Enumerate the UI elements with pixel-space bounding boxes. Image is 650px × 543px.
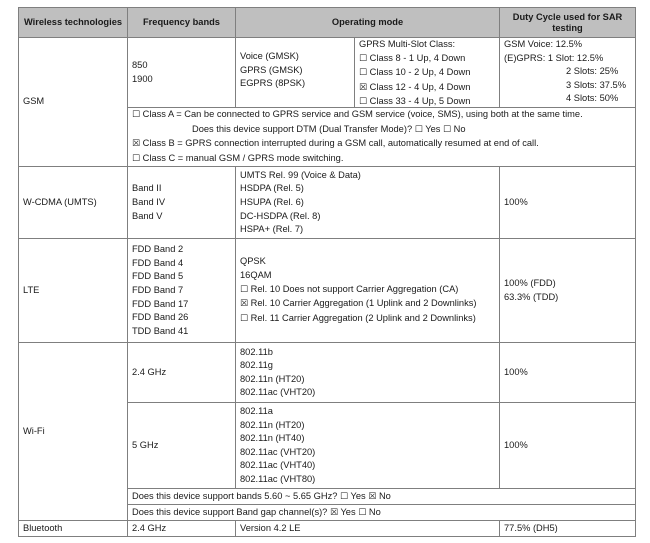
lte-duty-tdd: 63.3% (TDD) (504, 291, 559, 302)
no-checked-checkbox-icon: ☒ (368, 491, 377, 502)
gsm-duty-3slots: 3 Slots: 37.5% (566, 79, 626, 90)
wireless-spec-table (18, 7, 636, 537)
gsm-mode-gprs: GPRS (GMSK) (240, 64, 303, 75)
header-operating-mode: Operating mode (236, 8, 500, 38)
gprs-class-12: ☒ Class 12 - 4 Up, 4 Down (359, 81, 471, 93)
class-c-note: ☐ Class C = manual GSM / GPRS mode switching. (132, 152, 344, 164)
wifi-5-modes-cell (236, 403, 500, 489)
checked-checkbox-icon: ☒ (240, 299, 249, 310)
gprs-class-10: ☐ Class 10 - 2 Up, 4 Down (359, 67, 471, 79)
wcdma-row (19, 167, 636, 239)
header-wireless-technologies: Wireless technologies (19, 8, 128, 38)
wifi-24-band-cell: 2.4 GHz (128, 343, 236, 403)
lte-ca-option: ☐ Rel. 10 Does not support Carrier Aggregation (CA) (240, 283, 459, 295)
lte-mode-16qam: 16QAM (240, 269, 272, 280)
wcdma-mode-hspa-plus: HSPA+ (Rel. 7) (240, 224, 304, 235)
wifi-tech-cell: Wi-Fi (19, 343, 128, 521)
gsm-duty-egprs-1slot: (E)GPRS: 1 Slot: 12.5% (504, 52, 604, 63)
gsm-duty-4slots: 4 Slots: 50% (566, 93, 619, 104)
lte-band: TDD Band 41 (132, 325, 189, 336)
checkbox-icon: ☐ (359, 97, 368, 106)
gsm-tech-cell (19, 38, 128, 167)
gsm-mode-egprs: EGPRS (8PSK) (240, 78, 306, 89)
wcdma-modes-cell (236, 167, 500, 239)
lte-tech-cell: LTE (19, 239, 128, 343)
dtm-no-checkbox-icon: ☐ (442, 124, 452, 135)
gsm-mode-voice: Voice (GMSK) (240, 51, 299, 61)
gsm-band-1900: 1900 (132, 73, 153, 84)
wifi-mode: 802.11ac (VHT20) (240, 387, 316, 398)
wifi-gap-question: Does this device support Band gap channel(s)? ☒ Yes ☐ No (128, 505, 636, 521)
gprs-class-8: ☐ Class 8 - 1 Up, 4 Down (359, 52, 466, 64)
lte-duty-fdd: 100% (FDD) (504, 278, 556, 289)
wcdma-duty-cell: 100% (500, 167, 636, 239)
class-b-note: ☒ Class B = GPRS connection interrupted during a GSM call, automatically resumed at end of call. (132, 138, 539, 150)
gsm-gprs-class-cell (355, 38, 500, 108)
wifi-mode: 802.11ac (VHT40) (240, 460, 316, 471)
checkbox-icon: ☐ (132, 153, 141, 164)
bluetooth-mode-cell: Version 4.2 LE (236, 521, 500, 537)
checkbox-icon: ☐ (240, 284, 249, 295)
wifi-mode: 802.11n (HT40) (240, 433, 305, 444)
gsm-modes-cell (236, 38, 355, 108)
wifi-24-duty-cell: 100% (500, 343, 636, 403)
lte-ca-option: ☐ Rel. 11 Carrier Aggregation (2 Uplink and 2 Downlinks) (240, 312, 476, 324)
checkbox-icon: ☐ (132, 110, 141, 120)
dtm-yes-checkbox-icon: ☐ (414, 124, 423, 135)
wcdma-band-iv: Band IV (132, 197, 166, 208)
gsm-bands-cell (128, 38, 236, 108)
lte-band: FDD Band 4 (132, 257, 184, 268)
header-duty-cycle: Duty Cycle used for SAR testing (500, 8, 636, 38)
wifi-24-modes-cell (236, 343, 500, 403)
wifi-mode: 802.11ac (VHT20) (240, 446, 316, 457)
lte-band: FDD Band 2 (132, 244, 184, 255)
gsm-class-notes-cell (128, 108, 636, 167)
no-checkbox-icon: ☐ (358, 507, 367, 518)
yes-checked-checkbox-icon: ☒ (329, 507, 339, 518)
wcdma-band-v: Band V (132, 210, 163, 221)
bluetooth-band-cell: 2.4 GHz (128, 521, 236, 537)
wifi-mode: 802.11n (HT20) (240, 419, 305, 430)
header-frequency-bands: Frequency bands (128, 8, 236, 38)
bluetooth-duty-cell: 77.5% (DH5) (500, 521, 636, 537)
gprs-class-33: ☐ Class 33 - 4 Up, 5 Down (359, 96, 471, 106)
wifi-band-question: Does this device support bands 5.60 ~ 5.65 GHz? ☐ Yes ☒ No (128, 489, 636, 505)
checked-checkbox-icon: ☒ (359, 82, 368, 93)
lte-band: FDD Band 17 (132, 298, 189, 309)
lte-duty-cell (500, 239, 636, 343)
checked-checkbox-icon: ☒ (132, 139, 141, 150)
lte-band: FDD Band 5 (132, 271, 184, 282)
gsm-duty-voice: GSM Voice: 12.5% (504, 39, 583, 49)
wcdma-bands-cell (128, 167, 236, 239)
wifi-mode: 802.11n (HT20) (240, 373, 305, 384)
gsm-band-850: 850 (132, 59, 148, 70)
yes-checkbox-icon: ☐ (340, 491, 349, 502)
checkbox-icon: ☐ (359, 53, 368, 64)
wifi-mode: 802.11a (240, 406, 273, 417)
dtm-question: Does this device support DTM (Dual Transfer Mode)? ☐ Yes ☐ No (192, 123, 466, 135)
lte-bands-cell (128, 239, 236, 343)
class-a-note: ☐ Class A = Can be connected to GPRS service and GSM service (voice, SMS), using both at the same time. (132, 109, 583, 120)
lte-modes-cell (236, 239, 500, 343)
checkbox-icon: ☐ (359, 68, 368, 79)
checkbox-icon: ☐ (240, 313, 249, 324)
lte-band: FDD Band 7 (132, 285, 184, 296)
gsm-row (19, 38, 636, 108)
wcdma-mode-hsdpa: HSDPA (Rel. 5) (240, 183, 304, 194)
wcdma-tech-cell: W-CDMA (UMTS) (19, 167, 128, 239)
wifi-mode: 802.11g (240, 360, 273, 371)
wcdma-mode-hsupa: HSUPA (Rel. 6) (240, 197, 304, 208)
bluetooth-row (19, 521, 636, 537)
wcdma-band-ii: Band II (132, 183, 162, 194)
lte-mode-qpsk: QPSK (240, 256, 266, 267)
lte-ca-option: ☒ Rel. 10 Carrier Aggregation (1 Uplink and 2 Downlinks) (240, 298, 477, 310)
wcdma-mode-umts: UMTS Rel. 99 (Voice & Data) (240, 169, 361, 180)
wcdma-mode-dc-hsdpa: DC-HSDPA (Rel. 8) (240, 210, 321, 221)
wifi-5-duty-cell: 100% (500, 403, 636, 489)
wifi-mode: 802.11ac (VHT80) (240, 474, 316, 485)
wifi-mode: 802.11b (240, 346, 273, 357)
gsm-duty-2slots: 2 Slots: 25% (566, 66, 619, 77)
bluetooth-tech-cell: Bluetooth (19, 521, 128, 537)
lte-row (19, 239, 636, 343)
table-header-row (19, 8, 636, 38)
gprs-multislot-title: GPRS Multi-Slot Class: (359, 39, 456, 49)
lte-band: FDD Band 26 (132, 312, 189, 323)
gsm-label: GSM (23, 96, 45, 107)
gsm-duty-cell (500, 38, 636, 108)
wifi-5-band-cell: 5 GHz (128, 403, 236, 489)
wifi-24-row (19, 343, 636, 403)
